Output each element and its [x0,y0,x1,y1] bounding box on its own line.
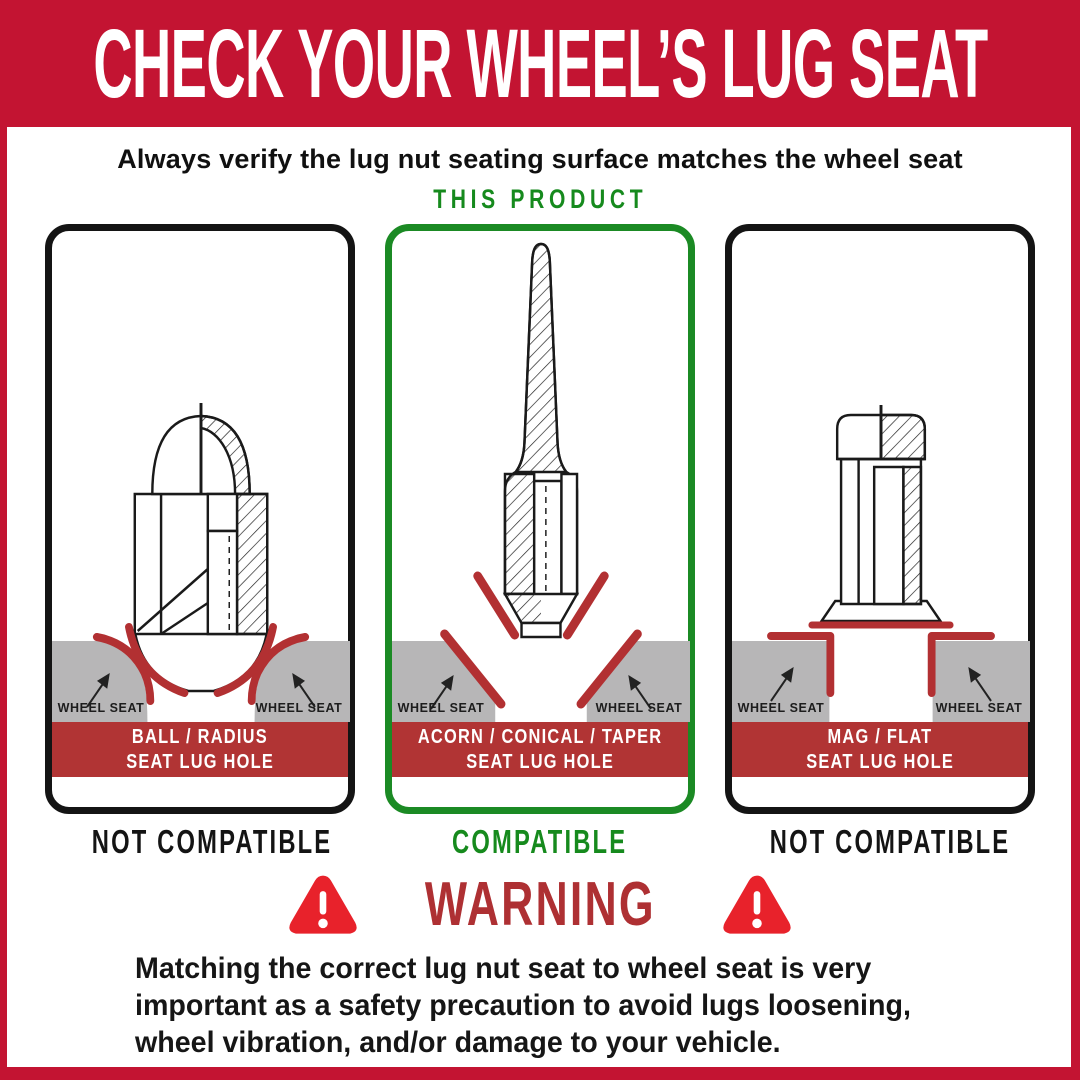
seat-type-bar [732,722,1028,777]
wheel-seat-label-left: WHEEL SEAT [397,701,485,715]
verdict-acorn [387,823,693,861]
subtitle-text: Always verify the lug nut seating surface matches the wheel seat [117,144,963,174]
this-product-label: THIS PRODUCT [432,184,648,214]
footer-line: Matching the correct lug nut seat to wheel seat is very [135,952,872,985]
ball-seat-lug-nut-illustration [52,231,350,722]
this-product-label-row [0,184,1080,215]
mag-lug-nut-body [837,405,925,604]
panel-ball-radius [45,224,355,814]
wheel-seat-label-left: WHEEL SEAT [57,701,145,715]
wheel-seat-label-right: WHEEL SEAT [935,701,1023,715]
mag-flat-seat-lug-nut-illustration [732,231,1030,722]
page-title: CHECK YOUR WHEEL’S LUG SEAT [92,8,988,118]
spike-lug-nut [505,244,577,637]
verdict-label: COMPATIBLE [452,823,628,860]
warning-triangle-icon [720,872,794,938]
frame-border-bottom [0,1067,1080,1080]
wheel-seat-label-left: WHEEL SEAT [737,701,825,715]
seat-type-line2: SEAT LUG HOLE [806,750,954,773]
ball-seat-nut [135,403,267,691]
seat-comparison-panels [0,224,1080,814]
seat-type-bar [392,722,688,777]
warning-row [0,869,1080,940]
footer-warning-text [135,950,945,1061]
header-banner [0,0,1080,127]
seat-type-line1: BALL / RADIUS [132,725,268,748]
seat-type-line1: MAG / FLAT [827,725,933,748]
verdict-row [0,823,1080,861]
seat-type-line2: SEAT LUG HOLE [466,750,614,773]
warning-label: WARNING [424,870,656,939]
panel-acorn-conical-taper [385,224,695,814]
verdict-label: NOT COMPATIBLE [769,823,1011,860]
footer-line: important as a safety precaution to avoid lugs loosening, [135,989,911,1022]
wheel-seat-label-right: WHEEL SEAT [255,701,343,715]
footer-line: wheel vibration, and/or damage to your vehicle. [135,1026,781,1059]
verdict-mag-flat [723,823,1035,861]
seat-type-line2: SEAT LUG HOLE [126,750,274,773]
warning-triangle-icon [286,872,360,938]
seat-type-bar [52,722,348,777]
seat-type-line1: ACORN / CONICAL / TAPER [417,725,663,748]
conical-seat-spike-lug-nut-illustration [392,231,690,722]
wheel-seat-label-right: WHEEL SEAT [595,701,683,715]
verdict-ball-radius [45,823,357,861]
panel-mag-flat [725,224,1035,814]
frame-border-left [0,0,7,1080]
frame-border-right [1071,0,1080,1080]
verdict-label: NOT COMPATIBLE [91,823,333,860]
